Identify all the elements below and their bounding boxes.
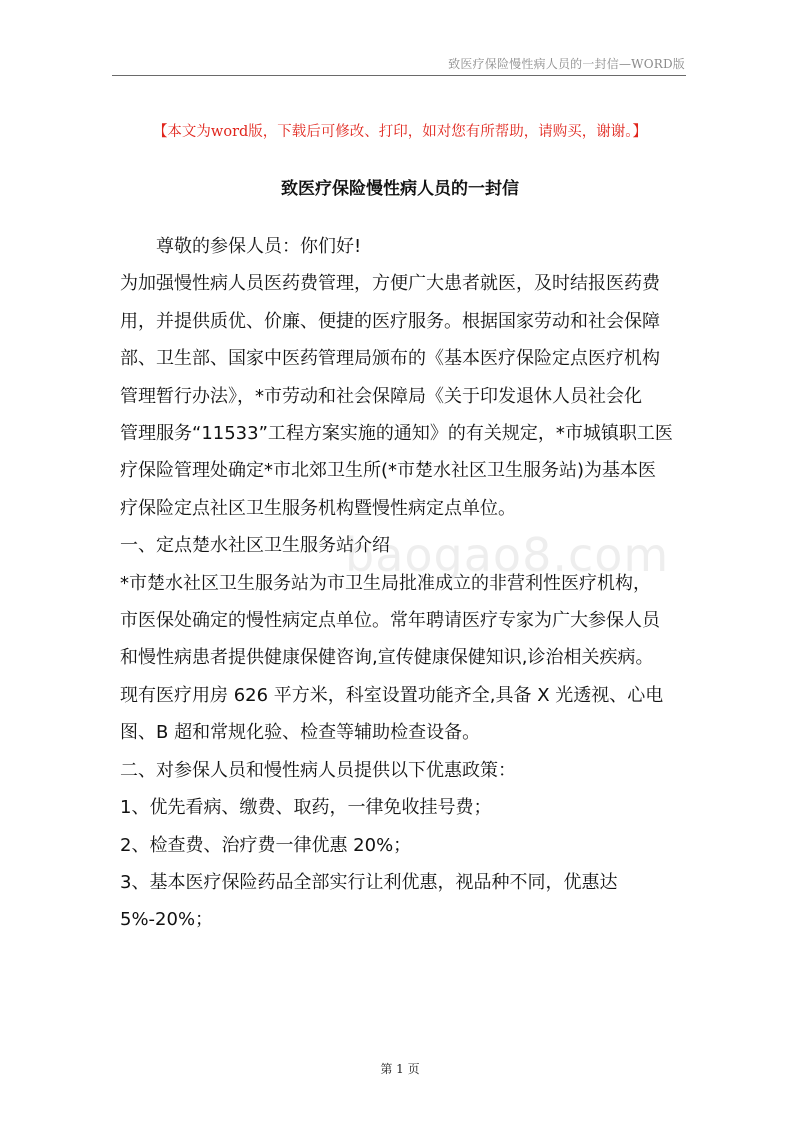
download-notice: 【本文为word版，下载后可修改、打印，如对您有所帮助，请购买，谢谢。】 bbox=[152, 124, 648, 140]
body-line: *市楚水社区卫生服务站为市卫生局批准成立的非营利性医疗机构， bbox=[120, 572, 651, 594]
body-line: 疗保险管理处确定*市北郊卫生所(*市楚水社区卫生服务站)为基本医 bbox=[120, 460, 657, 482]
greeting-line: 尊敬的参保人员：你们好! bbox=[156, 236, 362, 257]
header-divider bbox=[112, 75, 686, 76]
list-item: 3、基本医疗保险药品全部实行让利优惠，视品种不同，优惠达 bbox=[120, 871, 618, 893]
list-item-continuation: 5%-20%； bbox=[120, 909, 214, 931]
body-line: 市医保处确定的慢性病定点单位。常年聘请医疗专家为广大参保人员 bbox=[120, 610, 660, 632]
body-line: 疗保险定点社区卫生服务机构暨慢性病定点单位。 bbox=[120, 497, 516, 519]
body-line: 现有医疗用房 626 平方米，科室设置功能齐全,具备 X 光透视、心电 bbox=[120, 684, 664, 706]
page-number: 第 1 页 bbox=[380, 1062, 420, 1076]
body-line: 和慢性病患者提供健康保健咨询,宣传健康保健知识,诊治相关疾病。 bbox=[120, 647, 654, 669]
section-heading: 二、对参保人员和慢性病人员提供以下优惠政策： bbox=[120, 759, 516, 781]
body-line: 用，并提供质优、价廉、便捷的医疗服务。根据国家劳动和社会保障 bbox=[120, 310, 660, 332]
body-line: 为加强慢性病人员医药费管理，方便广大患者就医，及时结报医药费 bbox=[120, 273, 660, 295]
running-header: 致医疗保险慢性病人员的一封信—WORD版 bbox=[448, 57, 685, 71]
body-line: 部、卫生部、国家中医药管理局颁布的《基本医疗保险定点医疗机构 bbox=[120, 348, 660, 370]
list-item: 1、优先看病、缴费、取药，一律免收挂号费； bbox=[120, 797, 492, 819]
section-heading: 一、定点楚水社区卫生服务站介绍 bbox=[120, 535, 390, 557]
watermark: baogao8.com bbox=[345, 528, 670, 582]
body-line: 管理服务“11533”工程方案实施的通知》的有关规定，*市城镇职工医 bbox=[120, 423, 673, 445]
body-line: 图、B 超和常规化验、检查等辅助检查设备。 bbox=[120, 722, 481, 744]
body-line: 管理暂行办法》，*市劳动和社会保障局《关于印发退休人员社会化 bbox=[120, 385, 642, 407]
list-item: 2、检查费、治疗费一律优惠 20%； bbox=[120, 834, 412, 856]
document-body bbox=[120, 228, 686, 939]
document-title: 致医疗保险慢性病人员的一封信 bbox=[281, 179, 519, 199]
